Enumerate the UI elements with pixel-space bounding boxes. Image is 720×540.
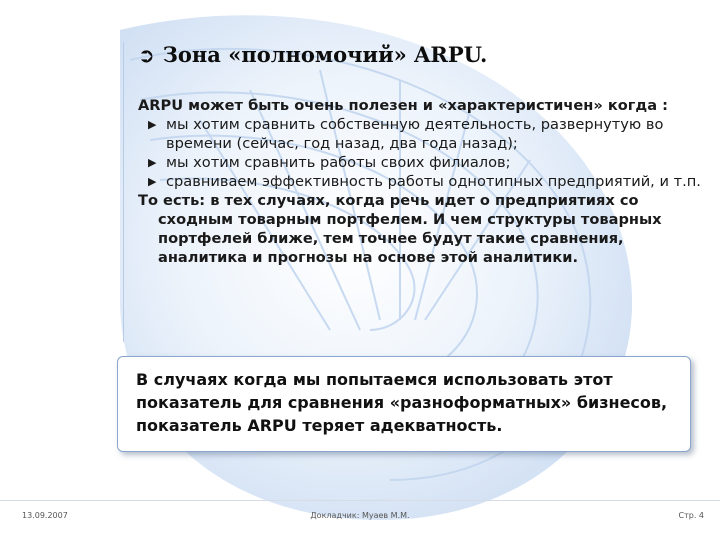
bullet-text: мы хотим сравнить работы своих филиалов; bbox=[166, 154, 511, 171]
footer-date: 13.09.2007 bbox=[22, 511, 68, 520]
triangle-bullet-icon: ▶ bbox=[148, 156, 157, 169]
slide-title-text: Зона «полномочий» ARPU. bbox=[162, 42, 488, 67]
footer-page-number: Стр. 4 bbox=[678, 511, 704, 520]
bullet-text: сравниваем эффективность работы однотипных предприятий, и т.п. bbox=[166, 173, 701, 190]
intro-text: ARPU может быть очень полезен и «характеристичен» когда : bbox=[138, 97, 668, 114]
slide-body bbox=[138, 96, 703, 267]
bullet-text: мы хотим сравнить собственную деятельность, развернутую во времени (сейчас, год назад, два года назад); bbox=[166, 116, 664, 152]
triangle-bullet-icon: ▶ bbox=[148, 118, 157, 131]
summary-paragraph: То есть: в тех случаях, когда речь идет о предприятиях со сходным товарным портфелем. И чем структуры товарных портфелей ближе, тем точнее будут такие сравнения, аналитика и прогнозы на основе этой аналитики. bbox=[138, 192, 662, 266]
list-item bbox=[138, 153, 703, 172]
arrow-icon: ➲ bbox=[138, 43, 155, 67]
list-item bbox=[138, 115, 703, 153]
slide-title bbox=[138, 42, 487, 67]
title-rule bbox=[123, 42, 124, 342]
footer-divider bbox=[0, 500, 720, 501]
footer-speaker: Докладчик: Муаев М.М. bbox=[310, 511, 410, 520]
callout-text: В случаях когда мы попытаемся использовать этот показатель для сравнения «разноформатных» бизнесов, показатель ARPU теряет адекватность. bbox=[136, 370, 668, 435]
triangle-bullet-icon: ▶ bbox=[148, 175, 157, 188]
bullet-list bbox=[138, 115, 703, 191]
list-item bbox=[138, 172, 703, 191]
